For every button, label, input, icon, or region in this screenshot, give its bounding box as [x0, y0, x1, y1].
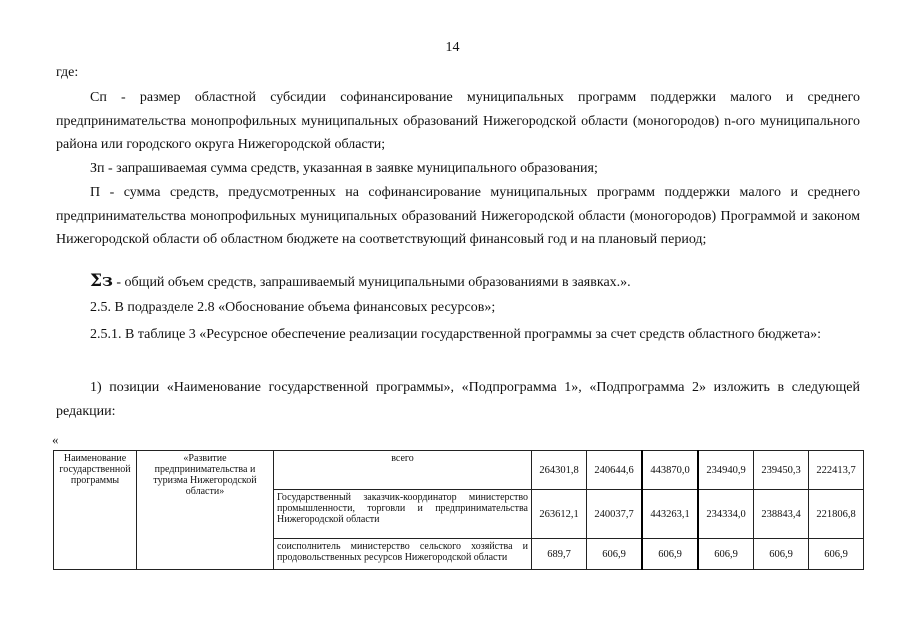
program-name-header: Наименование государственной программы: [54, 451, 137, 570]
value-cell: 443263,1: [642, 490, 698, 539]
value-cell: 234334,0: [698, 490, 754, 539]
value-cell: 606,9: [809, 539, 864, 570]
value-cell: 689,7: [532, 539, 587, 570]
item-2-5-1: 2.5.1. В таблице 3 «Ресурсное обеспечение реализации государственной программы за счет средств областного бюджета»:: [90, 327, 822, 342]
resource-table: [53, 450, 864, 570]
value-cell: 443870,0: [642, 451, 698, 490]
value-cell: 606,9: [642, 539, 698, 570]
value-cell: 238843,4: [754, 490, 809, 539]
value-cell: 606,9: [754, 539, 809, 570]
sum-definition-text: - общий объем средств, запрашиваемый муниципальными образованиями в заявках.».: [116, 275, 631, 290]
value-cell: 606,9: [587, 539, 643, 570]
value-cell: 263612,1: [532, 490, 587, 539]
value-cell: 221806,8: [809, 490, 864, 539]
item-2-5: 2.5. В подразделе 2.8 «Обоснование объема финансовых ресурсов»;: [90, 300, 496, 315]
value-cell: 264301,8: [532, 451, 587, 490]
definition-p: П - сумма средств, предусмотренных на софинансирование муниципальных программ поддержки малого и среднего предпринимательства монопрофильных муниципальных образований Нижегородской области (моногородов) Программой и законом Нижегородской области об областном бюджете на соответствующий финансовый год и на плановый период;: [56, 185, 860, 247]
definition-zn: Зп - запрашиваемая сумма средств, указанная в заявке муниципального образования;: [90, 161, 598, 176]
row-label: Государственный заказчик-координатор министерство промышленности, торговли и предпринимательства Нижегородской области: [274, 490, 532, 539]
where-label: где:: [56, 65, 79, 80]
page-number: 14: [445, 40, 460, 55]
item-1: 1) позиции «Наименование государственной программы», «Подпрограмма 1», «Подпрограмма 2» изложить в следующей редакции:: [56, 380, 860, 419]
value-cell: 240644,6: [587, 451, 643, 490]
value-cell: 234940,9: [698, 451, 754, 490]
table-row: [54, 451, 864, 490]
sum-symbol: Σз: [90, 271, 113, 291]
definition-sum: [56, 270, 860, 295]
row-label: всего: [274, 451, 532, 490]
value-cell: 239450,3: [754, 451, 809, 490]
opening-quote: «: [52, 432, 59, 447]
value-cell: 222413,7: [809, 451, 864, 490]
row-label: соисполнитель министерство сельского хозяйства и продовольственных ресурсов Нижегородской области: [274, 539, 532, 570]
program-title: «Развитие предпринимательства и туризма Нижегородской области»: [137, 451, 274, 570]
definition-cn: Сп - размер областной субсидии софинансирование муниципальных программ поддержки малого и среднего предпринимательства монопрофильных муниципальных образований Нижегородской области (моногородов) n-ого муниципального района или городского округа Нижегородской области;: [56, 90, 860, 152]
value-cell: 606,9: [698, 539, 754, 570]
value-cell: 240037,7: [587, 490, 643, 539]
